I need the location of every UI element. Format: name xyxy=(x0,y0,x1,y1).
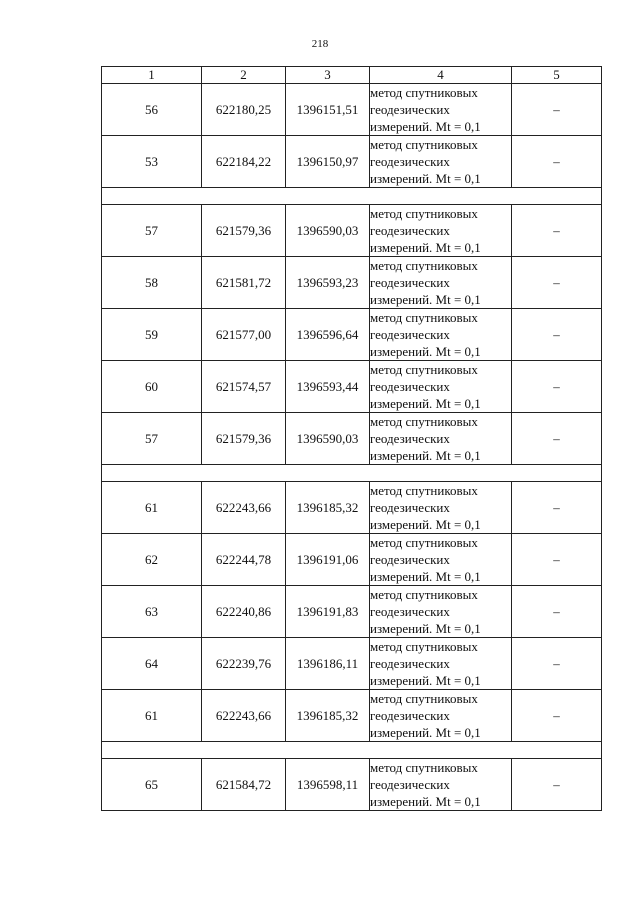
y-coordinate-cell: 1396186,11 xyxy=(286,638,370,690)
x-coordinate-cell: 622184,22 xyxy=(202,136,286,188)
x-coordinate-cell: 622180,25 xyxy=(202,84,286,136)
y-coordinate-cell: 1396191,83 xyxy=(286,586,370,638)
method-cell xyxy=(370,690,512,742)
method-line: геодезических xyxy=(370,431,450,446)
method-cell xyxy=(370,586,512,638)
method-line: геодезических xyxy=(370,102,450,117)
x-coordinate-cell: 622243,66 xyxy=(202,482,286,534)
method-line: измерений. Mt = 0,1 xyxy=(370,569,481,584)
method-line: геодезических xyxy=(370,656,450,671)
method-line: измерений. Mt = 0,1 xyxy=(370,119,481,134)
column-header-4: 4 xyxy=(370,67,512,84)
y-coordinate-cell: 1396150,97 xyxy=(286,136,370,188)
coordinates-table xyxy=(101,66,602,811)
note-cell: – xyxy=(512,482,602,534)
note-cell: – xyxy=(512,534,602,586)
column-header-3: 3 xyxy=(286,67,370,84)
method-line: измерений. Mt = 0,1 xyxy=(370,621,481,636)
method-cell xyxy=(370,257,512,309)
y-coordinate-cell: 1396596,64 xyxy=(286,309,370,361)
method-cell xyxy=(370,759,512,811)
method-cell xyxy=(370,309,512,361)
method-line: геодезических xyxy=(370,327,450,342)
method-cell xyxy=(370,482,512,534)
table-row xyxy=(102,586,602,638)
x-coordinate-cell: 622243,66 xyxy=(202,690,286,742)
note-cell: – xyxy=(512,136,602,188)
x-coordinate-cell: 622240,86 xyxy=(202,586,286,638)
x-coordinate-cell: 621579,36 xyxy=(202,413,286,465)
table-row xyxy=(102,482,602,534)
method-line: геодезических xyxy=(370,223,450,238)
note-cell: – xyxy=(512,759,602,811)
note-cell: – xyxy=(512,638,602,690)
y-coordinate-cell: 1396590,03 xyxy=(286,205,370,257)
method-line: метод спутниковых xyxy=(370,137,478,152)
point-number-cell: 57 xyxy=(102,413,202,465)
column-header-1: 1 xyxy=(102,67,202,84)
x-coordinate-cell: 621574,57 xyxy=(202,361,286,413)
method-cell xyxy=(370,361,512,413)
method-line: геодезических xyxy=(370,552,450,567)
method-line: измерений. Mt = 0,1 xyxy=(370,517,481,532)
y-coordinate-cell: 1396593,23 xyxy=(286,257,370,309)
table-row xyxy=(102,638,602,690)
note-cell: – xyxy=(512,309,602,361)
y-coordinate-cell: 1396191,06 xyxy=(286,534,370,586)
y-coordinate-cell: 1396151,51 xyxy=(286,84,370,136)
method-cell xyxy=(370,413,512,465)
method-cell xyxy=(370,136,512,188)
method-line: метод спутниковых xyxy=(370,587,478,602)
method-line: измерений. Mt = 0,1 xyxy=(370,448,481,463)
point-number-cell: 57 xyxy=(102,205,202,257)
note-cell: – xyxy=(512,257,602,309)
y-coordinate-cell: 1396590,03 xyxy=(286,413,370,465)
column-header-5: 5 xyxy=(512,67,602,84)
point-number-cell: 60 xyxy=(102,361,202,413)
y-coordinate-cell: 1396598,11 xyxy=(286,759,370,811)
method-line: метод спутниковых xyxy=(370,483,478,498)
x-coordinate-cell: 621581,72 xyxy=(202,257,286,309)
table-row xyxy=(102,309,602,361)
method-line: измерений. Mt = 0,1 xyxy=(370,794,481,809)
method-line: геодезических xyxy=(370,500,450,515)
note-cell: – xyxy=(512,586,602,638)
table-row xyxy=(102,205,602,257)
method-line: геодезических xyxy=(370,154,450,169)
table-row xyxy=(102,413,602,465)
method-line: геодезических xyxy=(370,777,450,792)
table-row xyxy=(102,690,602,742)
column-header-2: 2 xyxy=(202,67,286,84)
method-line: измерений. Mt = 0,1 xyxy=(370,673,481,688)
point-number-cell: 65 xyxy=(102,759,202,811)
group-separator-row xyxy=(102,188,602,205)
point-number-cell: 59 xyxy=(102,309,202,361)
point-number-cell: 53 xyxy=(102,136,202,188)
table-row xyxy=(102,84,602,136)
point-number-cell: 63 xyxy=(102,586,202,638)
method-line: геодезических xyxy=(370,379,450,394)
note-cell: – xyxy=(512,205,602,257)
point-number-cell: 61 xyxy=(102,482,202,534)
table-row xyxy=(102,257,602,309)
point-number-cell: 61 xyxy=(102,690,202,742)
method-line: измерений. Mt = 0,1 xyxy=(370,396,481,411)
note-cell: – xyxy=(512,413,602,465)
method-line: измерений. Mt = 0,1 xyxy=(370,344,481,359)
note-cell: – xyxy=(512,84,602,136)
method-line: метод спутниковых xyxy=(370,535,478,550)
method-cell xyxy=(370,638,512,690)
table-header-row xyxy=(102,67,602,84)
method-line: измерений. Mt = 0,1 xyxy=(370,240,481,255)
group-separator-cell xyxy=(102,188,602,205)
x-coordinate-cell: 622244,78 xyxy=(202,534,286,586)
method-line: метод спутниковых xyxy=(370,258,478,273)
table-row xyxy=(102,361,602,413)
method-cell xyxy=(370,84,512,136)
point-number-cell: 64 xyxy=(102,638,202,690)
point-number-cell: 58 xyxy=(102,257,202,309)
method-line: измерений. Mt = 0,1 xyxy=(370,292,481,307)
x-coordinate-cell: 621584,72 xyxy=(202,759,286,811)
method-line: метод спутниковых xyxy=(370,310,478,325)
y-coordinate-cell: 1396185,32 xyxy=(286,482,370,534)
x-coordinate-cell: 621579,36 xyxy=(202,205,286,257)
x-coordinate-cell: 622239,76 xyxy=(202,638,286,690)
method-cell xyxy=(370,205,512,257)
point-number-cell: 56 xyxy=(102,84,202,136)
method-line: геодезических xyxy=(370,275,450,290)
method-line: метод спутниковых xyxy=(370,691,478,706)
y-coordinate-cell: 1396593,44 xyxy=(286,361,370,413)
method-line: метод спутниковых xyxy=(370,85,478,100)
group-separator-row xyxy=(102,465,602,482)
x-coordinate-cell: 621577,00 xyxy=(202,309,286,361)
method-line: метод спутниковых xyxy=(370,362,478,377)
group-separator-cell xyxy=(102,465,602,482)
table-row xyxy=(102,534,602,586)
method-line: метод спутниковых xyxy=(370,206,478,221)
group-separator-cell xyxy=(102,742,602,759)
table-row xyxy=(102,759,602,811)
note-cell: – xyxy=(512,361,602,413)
method-line: геодезических xyxy=(370,708,450,723)
note-cell: – xyxy=(512,690,602,742)
group-separator-row xyxy=(102,742,602,759)
point-number-cell: 62 xyxy=(102,534,202,586)
y-coordinate-cell: 1396185,32 xyxy=(286,690,370,742)
coordinates-table-body xyxy=(102,67,602,811)
method-line: метод спутниковых xyxy=(370,414,478,429)
table-row xyxy=(102,136,602,188)
method-cell xyxy=(370,534,512,586)
method-line: измерений. Mt = 0,1 xyxy=(370,725,481,740)
method-line: геодезических xyxy=(370,604,450,619)
page-number: 218 xyxy=(311,38,329,50)
method-line: метод спутниковых xyxy=(370,760,478,775)
method-line: метод спутниковых xyxy=(370,639,478,654)
method-line: измерений. Mt = 0,1 xyxy=(370,171,481,186)
